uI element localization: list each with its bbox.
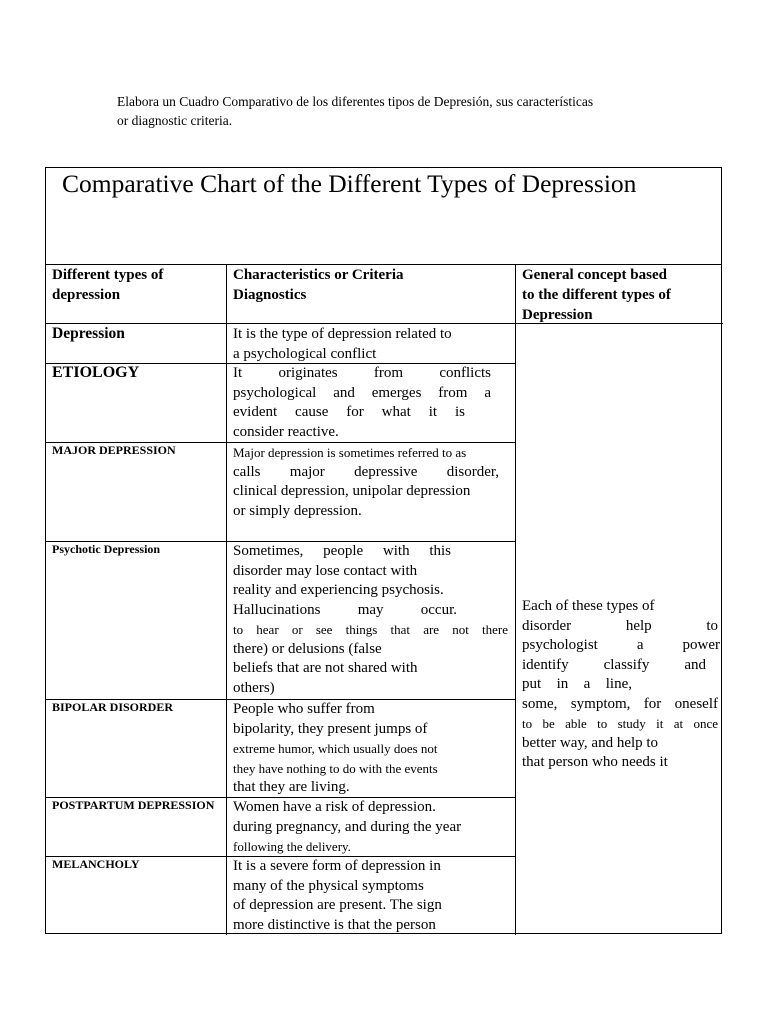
desc-bipolar-disorder <box>233 700 508 798</box>
general-line: put in a line, <box>522 676 632 692</box>
instructions-line-1: Elabora un Cuadro Comparativo de los diferentes tipos de Depresión, sus características <box>117 94 594 109</box>
header-characteristics <box>233 265 404 305</box>
desc-line: following the delivery. <box>233 839 351 854</box>
desc-depression <box>233 325 508 364</box>
general-line: identify classify and <box>522 656 706 673</box>
desc-line: there) or delusions (false <box>233 640 382 657</box>
desc-line: of depression are present. The sign <box>233 897 442 913</box>
general-line: to be able to study it at once <box>522 716 718 731</box>
desc-line: It originates from conflicts <box>233 365 491 381</box>
general-line: that person who needs it <box>522 754 668 770</box>
desc-line: more distinctive is that the person <box>233 916 436 933</box>
desc-line: Hallucinations may occur. <box>233 601 457 618</box>
desc-postpartum-depression <box>233 798 508 857</box>
general-line: Each of these types of <box>522 598 655 614</box>
header-characteristics-line: Characteristics or Criteria <box>233 267 404 283</box>
header-general-line: General concept based <box>522 267 667 283</box>
desc-line: It is the type of depression related to <box>233 326 452 342</box>
column-divider-2 <box>515 265 516 935</box>
desc-line: or simply depression. <box>233 502 362 519</box>
type-major-depression: MAJOR DEPRESSION <box>52 443 176 457</box>
type-depression: Depression <box>52 325 125 342</box>
header-general-line: Depression <box>522 307 593 323</box>
desc-line: extreme humor, which usually does not <box>233 741 438 756</box>
desc-line: reality and experiencing psychosis. <box>233 582 444 598</box>
desc-line: calls major depressive disorder, <box>233 463 499 480</box>
type-postpartum-depression: POSTPARTUM DEPRESSION <box>52 798 215 812</box>
type-bipolar-disorder: BIPOLAR DISORDER <box>52 700 174 714</box>
general-line: better way, and help to <box>522 734 659 751</box>
header-characteristics-line: Diagnostics <box>233 287 307 303</box>
desc-line: It is a severe form of depression in <box>233 858 441 874</box>
desc-line: others) <box>233 679 275 696</box>
desc-line: psychological and emerges from a <box>233 384 491 401</box>
desc-line: Women have a risk of depression. <box>233 799 436 815</box>
desc-major-depression <box>233 443 519 521</box>
desc-line: bipolarity, they present jumps of <box>233 720 428 737</box>
desc-line: disorder may lose contact with <box>233 562 418 579</box>
header-types <box>52 265 163 305</box>
desc-line: many of the physical symptoms <box>233 877 424 894</box>
desc-line: evident cause for what it is <box>233 404 465 420</box>
desc-line: a psychological conflict <box>233 345 377 362</box>
title-row <box>46 168 721 265</box>
desc-etiology <box>233 364 491 442</box>
header-general-line: to the different types of <box>522 287 671 303</box>
type-melancholy: MELANCHOLY <box>52 857 140 871</box>
header-types-line: depression <box>52 287 121 303</box>
desc-psychotic-depression <box>233 542 508 698</box>
instructions <box>117 92 677 130</box>
desc-line: consider reactive. <box>233 423 339 440</box>
desc-line: Sometimes, people with this <box>233 543 451 559</box>
desc-line: People who suffer from <box>233 701 375 717</box>
desc-line: that they are living. <box>233 779 350 795</box>
general-concept-text <box>522 597 718 773</box>
desc-melancholy <box>233 857 508 935</box>
type-psychotic-depression: Psychotic Depression <box>52 542 161 556</box>
column-divider-1 <box>226 265 227 935</box>
chart-title: Comparative Chart of the Different Types of Depression <box>62 169 637 198</box>
desc-line: clinical depression, unipolar depression <box>233 483 471 499</box>
desc-line: to hear or see things that are not there <box>233 622 508 637</box>
desc-line: they have nothing to do with the events <box>233 760 438 776</box>
general-line: some, symptom, for oneself <box>522 695 718 712</box>
instructions-line-2: or diagnostic criteria. <box>117 113 233 128</box>
desc-line: beliefs that are not shared with <box>233 660 418 676</box>
general-line: disorder help to <box>522 617 718 634</box>
comparative-chart-table <box>45 167 722 934</box>
desc-line: Major depression is sometimes referred to as <box>233 445 467 460</box>
header-general-concept <box>522 265 671 325</box>
general-line: psychologist a power <box>522 637 720 653</box>
type-etiology: ETIOLOGY <box>52 364 140 381</box>
header-types-line: Different types of <box>52 267 164 283</box>
desc-line: during pregnancy, and during the year <box>233 818 462 835</box>
